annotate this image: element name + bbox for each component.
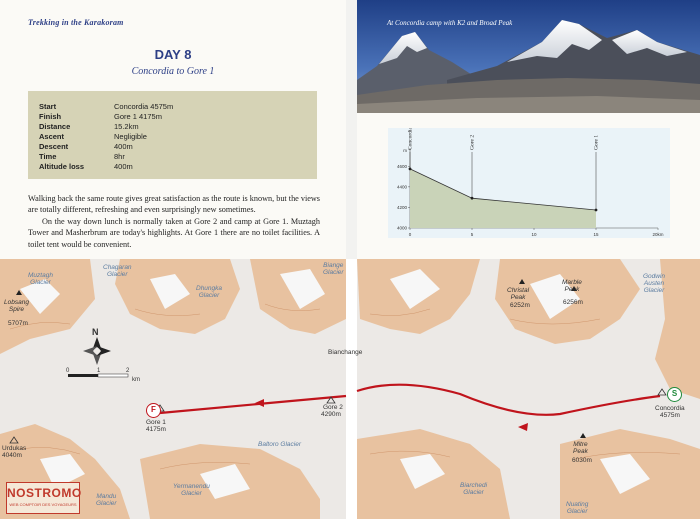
- stat-row-distance: [39, 122, 309, 132]
- elevation-profile: [388, 128, 670, 238]
- profile-area: [410, 169, 596, 228]
- stats-box: [28, 91, 317, 179]
- stat-value: 400m: [114, 142, 133, 151]
- day-subtitle: Concordia to Gore 1: [131, 66, 215, 77]
- running-head: Trekking in the Karakoram: [28, 18, 124, 27]
- profile-waypoint-dot: [595, 209, 598, 212]
- stat-label: Finish: [39, 112, 62, 121]
- profile-waypoint-label: Concordia: [407, 128, 414, 150]
- stat-label: Time: [39, 152, 57, 161]
- scale-tick-1: 1: [97, 368, 101, 374]
- stat-row-start: [39, 102, 309, 112]
- label-christal-peak-height: 6252m: [510, 302, 530, 309]
- profile-x-tick-label: 0: [408, 232, 412, 237]
- profile-waypoint-label: Gore 2: [469, 134, 476, 150]
- label-muztagh-glacier: Muztagh Glacier: [28, 272, 53, 286]
- label-biarchedi-glacier: Biarchedi Glacier: [460, 482, 488, 496]
- start-marker: [667, 387, 682, 402]
- label-concordia-height: 4575m: [660, 412, 680, 419]
- stat-label: Start: [39, 102, 57, 111]
- stat-row-altitude-loss: [39, 162, 309, 172]
- logo-tagline: WEB COMPTOIR DES VOYAGEURS: [9, 502, 77, 507]
- profile-waypoint-dot: [409, 167, 412, 170]
- stat-value: Gore 1 4175m: [114, 112, 162, 121]
- label-nuating-glacier: Nuating Glacier: [566, 501, 589, 515]
- label-lobsang-spire-height: 5707m: [8, 320, 28, 327]
- label-marble-peak: Marble Peak: [562, 279, 582, 293]
- label-biange-glacier: Biange Glacier: [323, 262, 344, 276]
- label-gore-1-height: 4175m: [146, 426, 166, 433]
- label-chagaran-glacier: Chagaran Glacier: [103, 264, 132, 278]
- label-godwin-austen-glacier: Godwin Austen Glacier: [643, 273, 666, 294]
- elevation-profile-chart: [388, 128, 670, 238]
- label-urdukas: Urdukas: [2, 445, 27, 452]
- label-mitre-peak-height: 6030m: [572, 457, 592, 464]
- stat-row-finish: [39, 112, 309, 122]
- label-yermanendu-glacier: Yermanendu Glacier: [173, 483, 210, 497]
- profile-x-tick-label: 20km: [652, 232, 664, 237]
- mountain-photo-illustration: [357, 0, 700, 113]
- stat-value: Negligible: [114, 132, 147, 141]
- label-baltoro-glacier: Baltoro Glacier: [258, 441, 301, 448]
- scale-tick-0: 0: [66, 368, 70, 374]
- map-illustration: [0, 259, 700, 519]
- profile-waypoint-dot: [471, 197, 474, 200]
- scale-tick-2: 2: [126, 368, 130, 374]
- label-gore-2-height: 4290m: [321, 411, 341, 418]
- stat-label: Altitude loss: [39, 162, 85, 171]
- paragraph-1: Walking back the same route gives great satisfaction as the route is known, but the views are totally different, refreshing and even surprisingly new sometimes.: [28, 194, 320, 215]
- profile-x-tick-label: 10: [531, 232, 537, 237]
- scale-unit: km: [132, 377, 140, 383]
- nostromo-logo: [6, 482, 80, 514]
- label-bianchange: Bianchange: [328, 349, 363, 356]
- mountain-photo: [357, 0, 700, 113]
- label-dhungka-glacier: Dhungka Glacier: [196, 285, 223, 299]
- stat-value: Concordia 4575m: [114, 102, 174, 111]
- logo-name: NOSTROMO: [7, 486, 82, 500]
- profile-y-tick-label: 4200: [396, 204, 407, 210]
- start-marker-letter: S: [671, 389, 678, 398]
- paragraph-2: On the way down lunch is normally taken at Gore 2 and camp at Gore 1. Muztagh Tower and Masherbrum are today's highlights. At Gore 1 there are no toilet facilities. A toilet tent would be convenient.: [28, 217, 320, 249]
- label-gore-2: Gore 2: [323, 404, 343, 411]
- stat-value: 8hr: [114, 152, 125, 161]
- stat-label: Ascent: [39, 132, 65, 141]
- label-christal-peak: Christal Peak: [507, 287, 530, 301]
- profile-y-tick-label: 4600: [396, 163, 407, 169]
- stat-label: Descent: [39, 142, 69, 151]
- stat-row-time: [39, 152, 309, 162]
- label-marble-peak-height: 6256m: [563, 299, 583, 306]
- profile-y-unit: m: [403, 148, 407, 153]
- finish-marker-letter: F: [151, 405, 156, 414]
- finish-marker: [146, 403, 161, 418]
- label-urdukas-height: 4040m: [2, 452, 22, 459]
- label-gore-1: Gore 1: [146, 419, 166, 426]
- label-lobsang-spire: Lobsang Spire: [4, 299, 29, 313]
- trek-map: [0, 259, 700, 519]
- stat-row-ascent: [39, 132, 309, 142]
- stat-label: Distance: [39, 122, 71, 131]
- label-mandu-glacier: Mandu Glacier: [96, 493, 117, 507]
- label-mitre-peak: Mitre Peak: [573, 441, 588, 455]
- profile-y-tick-label: 4000: [396, 225, 407, 231]
- stat-value: 15.2km: [114, 122, 139, 131]
- photo-caption: At Concordia camp with K2 and Broad Peak: [387, 19, 513, 27]
- day-title: DAY 8: [154, 47, 192, 62]
- stat-row-descent: [39, 142, 309, 152]
- profile-y-tick-label: 4400: [396, 184, 407, 190]
- label-concordia: Concordia: [655, 405, 685, 412]
- profile-waypoint-label: Gore 1: [593, 134, 600, 150]
- north-label: N: [92, 327, 99, 337]
- profile-x-tick-label: 15: [593, 232, 599, 237]
- profile-x-tick-label: 5: [470, 232, 474, 237]
- stat-value: 400m: [114, 162, 133, 171]
